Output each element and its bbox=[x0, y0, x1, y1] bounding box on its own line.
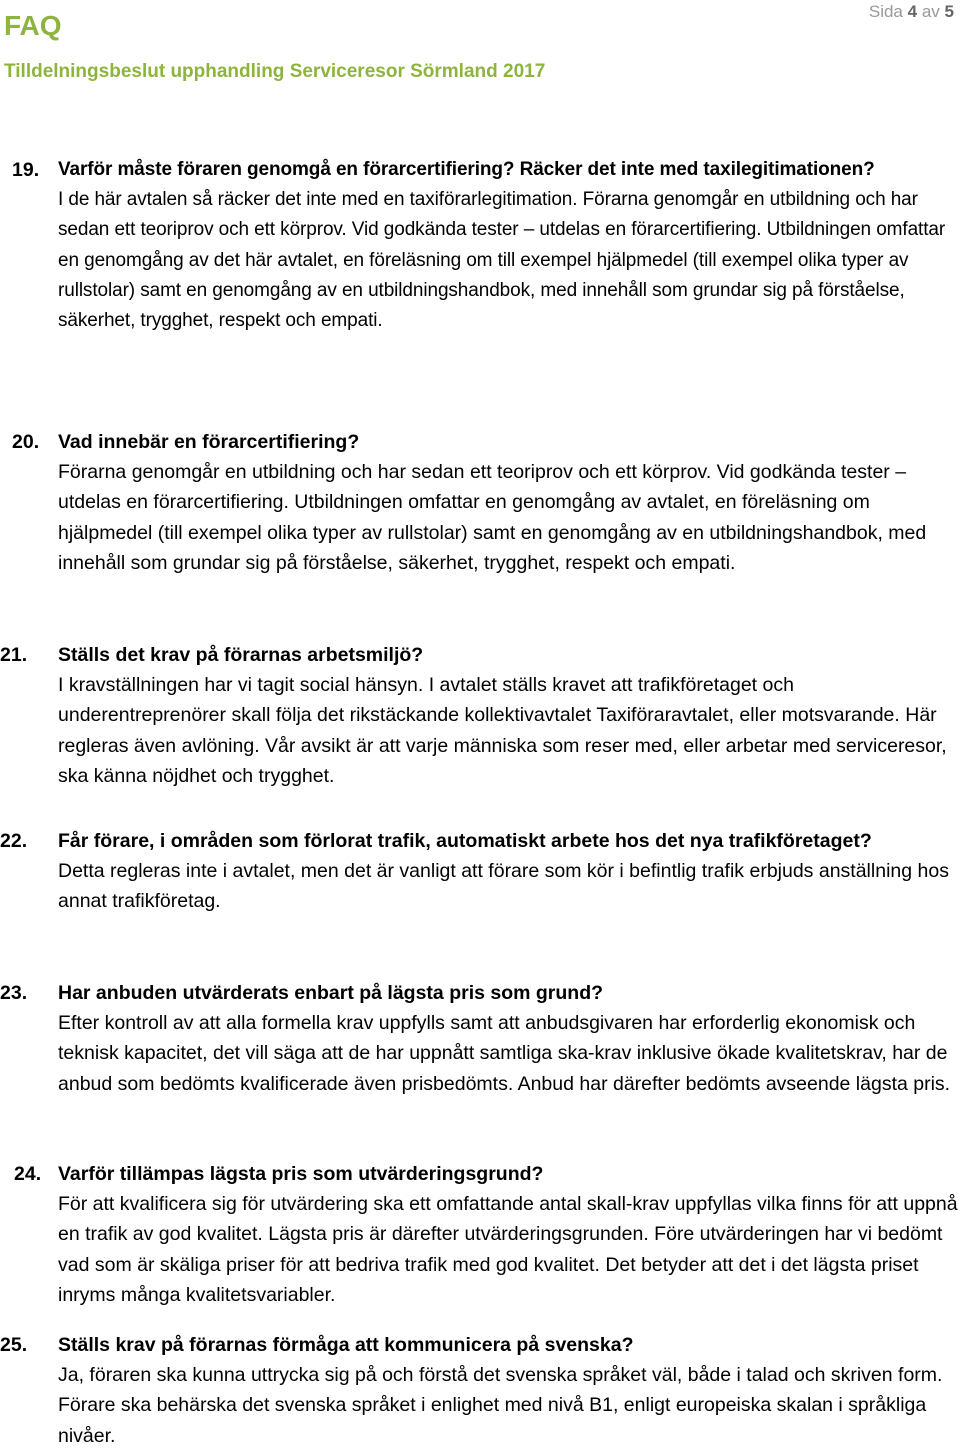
faq-question: Får förare, i områden som förlorat trafik, automatiskt arbete hos det nya trafikföretaget? bbox=[58, 830, 872, 852]
faq-number: 21. bbox=[0, 644, 28, 666]
faq-answer: I de här avtalen så räcker det inte med en taxiförarlegitimation. Förarna genomgår en utbildning och har sedan ett teoriprov och ett körprov. Vid godkända tester – utdelas en förarcertifiering. Utbildningen omfattar en genomgång av det här avtalet, en föreläsning om till exempel hjälpmedel (till exempel olika typer av rullstolar) samt en genomgång av en utbildningshandbok, med innehåll som grundar sig på förståelse, säkerhet, trygghet, respekt och empati. bbox=[58, 189, 946, 332]
page-total: 5 bbox=[944, 2, 954, 21]
faq-answer: Ja, föraren ska kunna uttrycka sig på och förstå det svenska språket väl, både i talad och skriven form. Förare ska behärska det svenska språket i enlighet med nivå B1, enligt europeiska skalan i språkliga nivåer. bbox=[58, 1364, 943, 1447]
faq-answer: För att kvalificera sig för utvärdering ska ett omfattande antal skall-krav uppfyllas vilka finns för att uppnå en trafik av god kvalitet. Lägsta pris är därefter utvärderingsgrunden. Före utvärderingen har vi bedömt vad som är skäliga priser för att bedriva trafik med god kvalitet. Det betyder att det i det lägsta priset inryms många kvalitetsvariabler. bbox=[58, 1193, 958, 1306]
faq-answer: Detta regleras inte i avtalet, men det är vanligt att förare som kör i befintlig trafik erbjuds anställning hos annat trafikföretag. bbox=[58, 860, 949, 913]
page-prefix: Sida bbox=[868, 2, 903, 21]
faq-question: Vad innebär en förarcertifiering? bbox=[58, 431, 360, 453]
faq-number: 22. bbox=[0, 830, 28, 852]
faq-answer: Förarna genomgår en utbildning och har sedan ett teoriprov och ett körprov. Vid godkända tester – utdelas en förarcertifiering. Utbildningen omfattar en genomgång av avtalet, en föreläsning om hjälpmedel (till exempel olika typer av rullstolar) samt en genomgång av en utbildningshandbok, med innehåll som grundar sig på förståelse, säkerhet, trygghet, respekt och empati. bbox=[58, 461, 927, 574]
faq-number: 25. bbox=[0, 1334, 28, 1356]
faq-body bbox=[58, 1159, 958, 1310]
faq-body bbox=[58, 427, 958, 578]
faq-question: Ställs det krav på förarnas arbetsmiljö? bbox=[58, 644, 424, 666]
faq-answer: Efter kontroll av att alla formella krav uppfylls samt att anbudsgivaren har erforderlig ekonomisk och teknisk kapacitet, det vill säga att de har uppnått samtliga ska-krav inklusive ökade kvalitetskrav, har de anbud som bedömts kvalificerade även prisbedömts. Anbud har därefter bedömts avseende lägsta pris. bbox=[58, 1012, 951, 1095]
faq-number: 24. bbox=[14, 1163, 42, 1185]
faq-body bbox=[58, 155, 958, 336]
document-subtitle: Tilldelningsbeslut upphandling Serviceresor Sörmland 2017 bbox=[4, 61, 546, 82]
faq-body bbox=[58, 640, 958, 791]
faq-number: 19. bbox=[12, 159, 40, 181]
page-current: 4 bbox=[907, 2, 918, 21]
page-separator: av bbox=[921, 2, 940, 21]
faq-question: Har anbuden utvärderats enbart på lägsta pris som grund? bbox=[58, 982, 604, 1004]
faq-body bbox=[58, 1330, 958, 1451]
faq-question: Varför måste föraren genomgå en förarcertifiering? Räcker det inte med taxilegitimationen? bbox=[58, 159, 875, 180]
faq-body bbox=[58, 978, 958, 1099]
faq-number: 20. bbox=[12, 431, 40, 453]
document-title: FAQ bbox=[4, 10, 62, 41]
page-number bbox=[869, 2, 954, 22]
faq-question: Ställs krav på förarnas förmåga att kommunicera på svenska? bbox=[58, 1334, 634, 1356]
faq-number: 23. bbox=[0, 982, 28, 1004]
faq-body bbox=[58, 826, 958, 917]
faq-answer: I kravställningen har vi tagit social hänsyn. I avtalet ställs kravet att trafikföretaget och underentreprenörer skall följa det rikstäckande kollektivavtalet Taxiföraravtalet, eller motsvarande. Här regleras även avlöning. Vår avsikt är att varje människa som reser med, eller arbetar med serviceresor, ska känna nöjdhet och trygghet. bbox=[58, 674, 947, 787]
faq-question: Varför tillämpas lägsta pris som utvärderingsgrund? bbox=[58, 1163, 544, 1185]
